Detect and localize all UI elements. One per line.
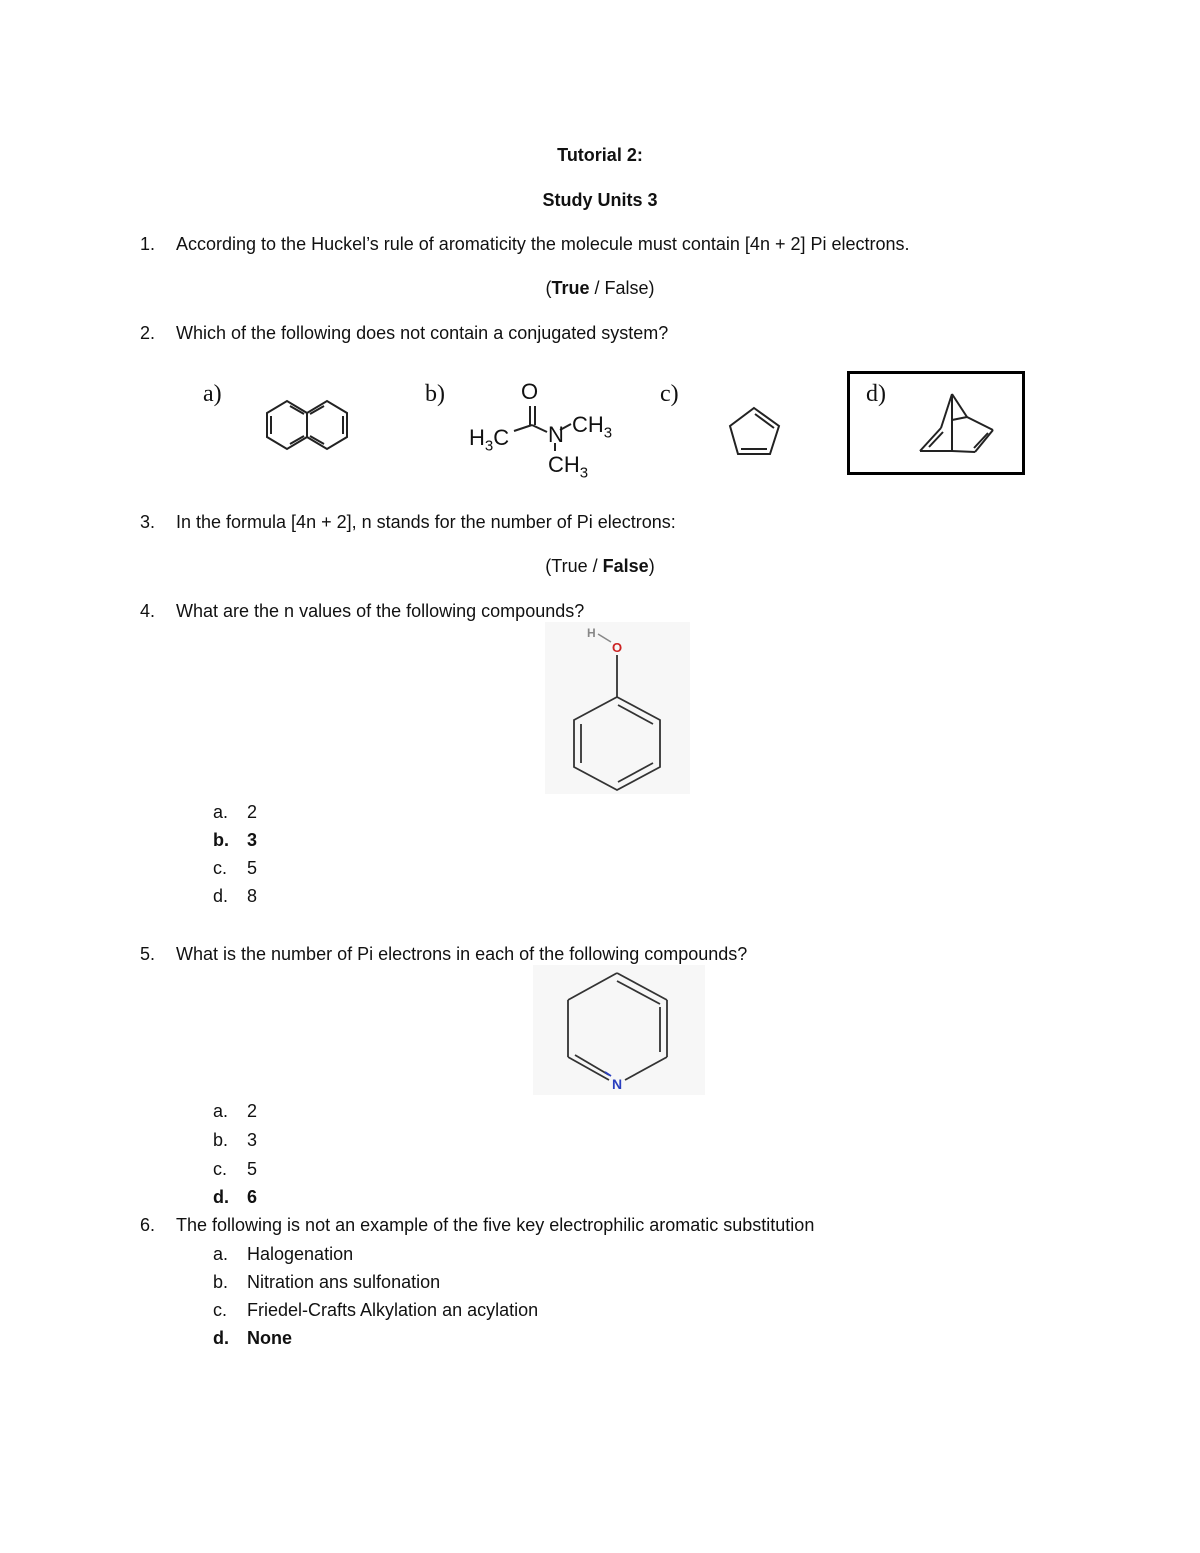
ch3-bottom-ch: CH xyxy=(548,452,580,477)
answer-open: ( xyxy=(545,556,552,576)
amide-oxygen-label: O xyxy=(521,379,539,404)
ch3-right-sub: 3 xyxy=(603,424,613,442)
answer-open: ( xyxy=(545,278,552,298)
question-1-answer xyxy=(0,277,1200,299)
q4-option-c-value: 5 xyxy=(247,858,258,878)
q6-option-b-letter: b. xyxy=(213,1272,229,1292)
q5-option-b-value: 3 xyxy=(247,1130,258,1150)
answer-separator: / xyxy=(587,556,603,576)
q5-option-a-value: 2 xyxy=(247,1101,258,1121)
answer-false-bold: False xyxy=(602,556,649,576)
q4-option-b-value: 3 xyxy=(247,830,258,850)
q4-option-b-letter: b. xyxy=(213,830,229,850)
q5-option-c-value: 5 xyxy=(247,1159,258,1179)
q6-option-c-letter: c. xyxy=(213,1300,228,1320)
page-title: Tutorial 2: xyxy=(557,145,643,165)
question-5-text: What is the number of Pi electrons in each of the following compounds? xyxy=(176,944,748,964)
h3c-c: C xyxy=(493,425,510,450)
question-6-number: 6. xyxy=(140,1215,156,1235)
question-3-text: In the formula [4n + 2], n stands for the number of Pi electrons: xyxy=(176,512,676,532)
phenol-h-atom: H xyxy=(587,626,596,640)
answer-false: False xyxy=(604,278,649,298)
q5-option-c-letter: c. xyxy=(213,1159,228,1179)
amide-h3c-label xyxy=(469,426,509,458)
question-4-number: 4. xyxy=(140,601,156,621)
q5-option-b-letter: b. xyxy=(213,1130,229,1150)
q5-option-d-letter: d. xyxy=(213,1187,229,1207)
figure-label-b: b) xyxy=(425,381,445,407)
question-5-number: 5. xyxy=(140,944,156,964)
q6-option-a-letter: a. xyxy=(213,1244,229,1264)
question-1-number: 1. xyxy=(140,234,156,254)
question-6-text: The following is not an example of the five key electrophilic aromatic substitution xyxy=(176,1215,815,1235)
cyclopentadiene-structure xyxy=(728,404,786,459)
naphthalene-structure xyxy=(260,396,375,460)
phenol-o-atom: O xyxy=(612,640,623,655)
q4-option-d-value: 8 xyxy=(247,886,258,906)
q4-option-a-letter: a. xyxy=(213,802,229,822)
page-subtitle: Study Units 3 xyxy=(542,190,658,210)
q6-option-a-value: Halogenation xyxy=(247,1244,354,1264)
answer-close: ) xyxy=(648,278,655,298)
q5-option-d-value: 6 xyxy=(247,1187,258,1207)
norbornadiene-structure xyxy=(915,392,1000,458)
q5-option-a-letter: a. xyxy=(213,1101,229,1121)
phenol-structure xyxy=(545,622,690,794)
pyridine-structure xyxy=(533,965,705,1095)
question-3-answer xyxy=(0,555,1200,577)
q4-option-a-value: 2 xyxy=(247,802,258,822)
h3c-sub: 3 xyxy=(484,437,494,455)
amide-ch3-right-label xyxy=(572,413,612,445)
answer-true: True xyxy=(551,556,588,576)
ch3-bottom-sub: 3 xyxy=(579,464,589,482)
h3c-h: H xyxy=(469,425,485,450)
q4-option-c-letter: c. xyxy=(213,858,228,878)
q6-option-d-letter: d. xyxy=(213,1328,229,1348)
figure-label-c: c) xyxy=(660,381,679,407)
figure-label-d: d) xyxy=(866,381,886,407)
question-3-number: 3. xyxy=(140,512,156,532)
q4-option-d-letter: d. xyxy=(213,886,229,906)
pyridine-n-atom: N xyxy=(612,1076,623,1092)
q6-option-d-value: None xyxy=(247,1328,292,1348)
question-2-text: Which of the following does not contain a conjugated system? xyxy=(176,323,669,343)
amide-nitrogen-label: N xyxy=(548,422,564,447)
question-2-number: 2. xyxy=(140,323,156,343)
answer-close: ) xyxy=(648,556,655,576)
ch3-right-ch: CH xyxy=(572,412,604,437)
answer-separator: / xyxy=(589,278,605,298)
answer-true-bold: True xyxy=(551,278,590,298)
question-4-text: What are the n values of the following compounds? xyxy=(176,601,585,621)
q6-option-b-value: Nitration ans sulfonation xyxy=(247,1272,441,1292)
amide-ch3-bottom-label xyxy=(548,453,588,485)
question-1-text: According to the Huckel’s rule of aromaticity the molecule must contain [4n + 2] Pi electrons. xyxy=(176,234,910,254)
figure-label-a: a) xyxy=(203,381,222,407)
q6-option-c-value: Friedel-Crafts Alkylation an acylation xyxy=(247,1300,539,1320)
